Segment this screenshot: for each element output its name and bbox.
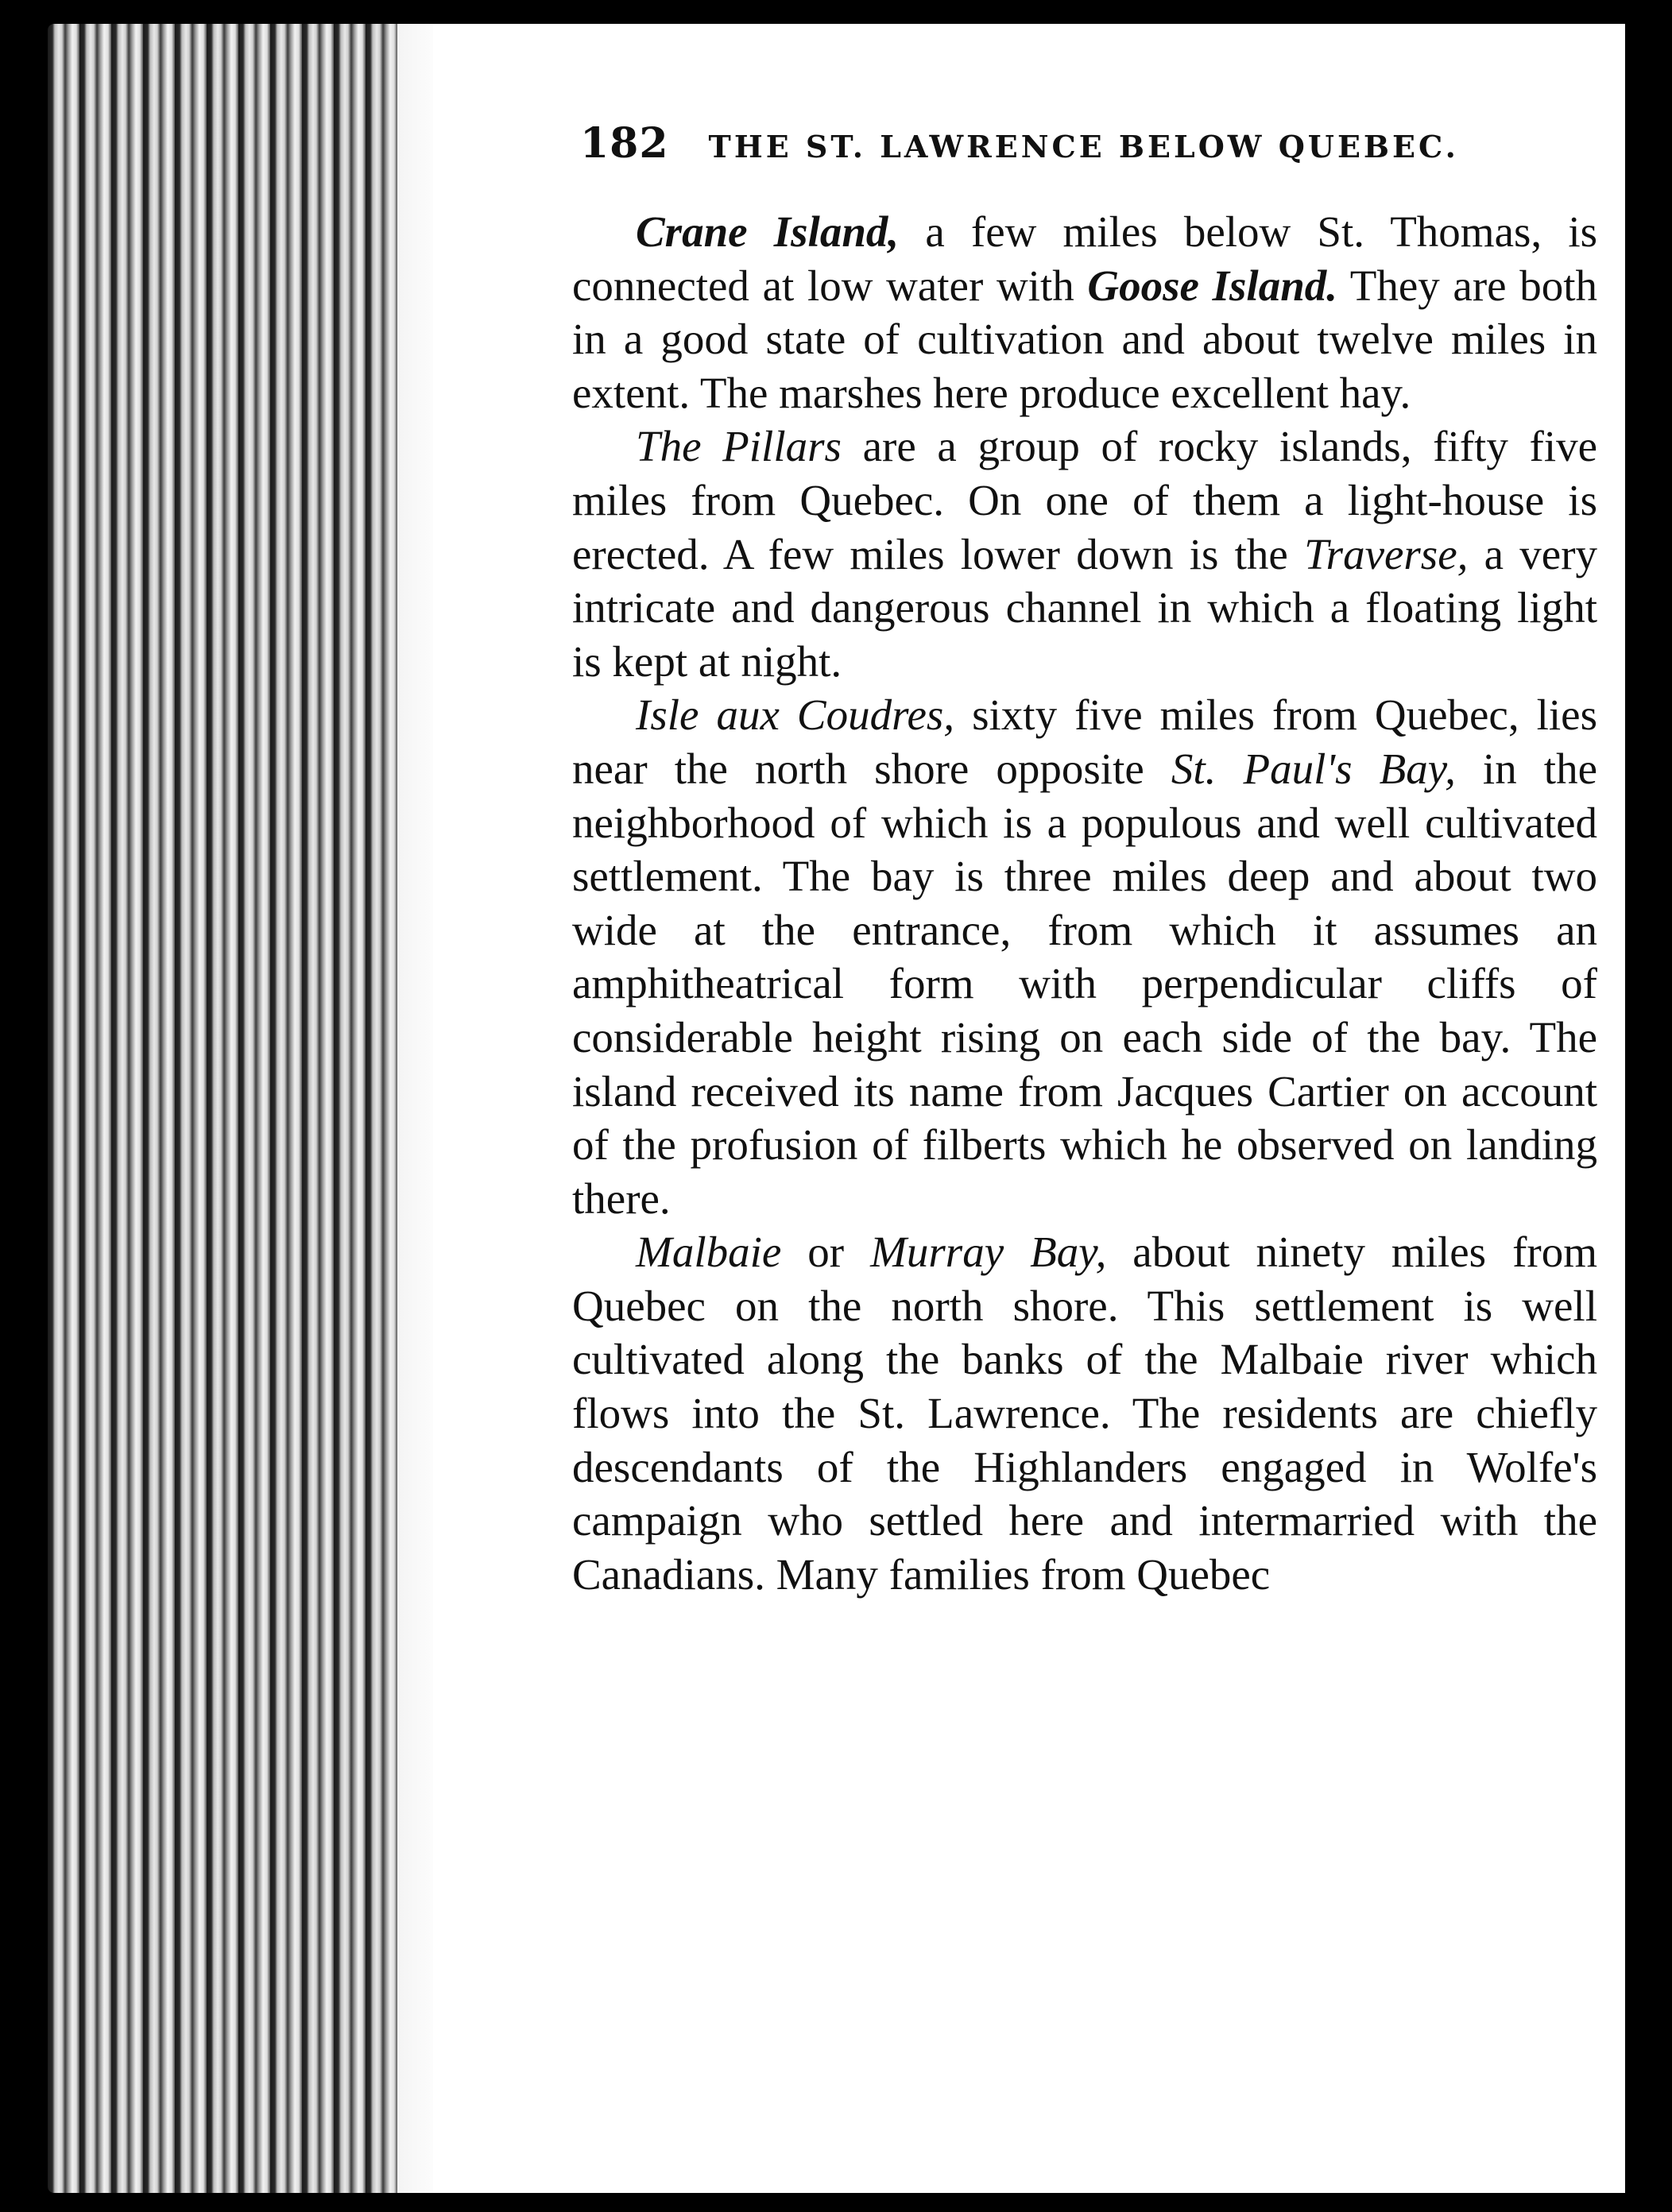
paragraph-isle-aux-coudres <box>572 688 1597 1225</box>
book-page-edges <box>48 24 445 2193</box>
italic-place-name: Murray Bay, <box>870 1228 1107 1277</box>
paragraph-text: a very intricate and dangerous channel in which a floating light is kept at night. <box>572 529 1598 686</box>
heading-term: The Pillars <box>636 422 842 471</box>
paragraph-text: about ninety miles from Quebec on the north shore. This settlement is well cultivated along the banks of the Malbaie river which flows into the St. Lawrence. The residents are chiefly descendants of the Highlanders engaged in Wolfe's campaign who settled here and intermarried with the Canadians. Many families from Quebec <box>572 1228 1597 1599</box>
italic-place-name: St. Paul's Bay, <box>1171 744 1456 793</box>
paragraph-crane-island <box>572 205 1597 420</box>
running-title: THE ST. LAWRENCE BELOW QUEBEC. <box>708 129 1459 164</box>
running-head <box>580 119 1518 168</box>
paragraph-text: in the neighborhood of which is a populous and well cultivated settlement. The bay is three miles deep and about two wide at the entrance, from which it assumes an amphitheatrical form with perpendicular cliffs of considerable height rising on each side of the bay. The island received its name from Jacques Cartier on account of the profusion of filberts which he observed on landing there. <box>572 744 1597 1223</box>
paragraph-malbaie <box>572 1225 1597 1601</box>
body-text <box>572 205 1597 1601</box>
heading-term: Crane Island, <box>636 207 900 256</box>
heading-term: Malbaie <box>636 1228 782 1277</box>
italic-place-name: Goose Island. <box>1087 261 1338 310</box>
paragraph-text: sixty five miles from Quebec, lies near the north shore opposite <box>572 690 1597 793</box>
paragraph-text: They are both in a good state of cultivation and about twelve miles in extent. The marshes here produce excellent hay. <box>572 261 1597 417</box>
paragraph-text: are a group of rocky islands, fifty five miles from Quebec. On one of them a light-house is erected. A few miles lower down is the <box>572 422 1598 578</box>
paragraph-text: or <box>781 1228 871 1277</box>
paragraph-pillars <box>572 420 1597 688</box>
page <box>433 24 1625 2193</box>
right-page-shadow <box>1625 24 1643 2193</box>
italic-place-name: Traverse, <box>1304 529 1469 578</box>
paragraph-text: a few miles below St. Thomas, is connected at low water with <box>572 207 1598 310</box>
page-number: 182 <box>580 119 669 168</box>
heading-term: Isle aux Coudres, <box>636 690 955 740</box>
